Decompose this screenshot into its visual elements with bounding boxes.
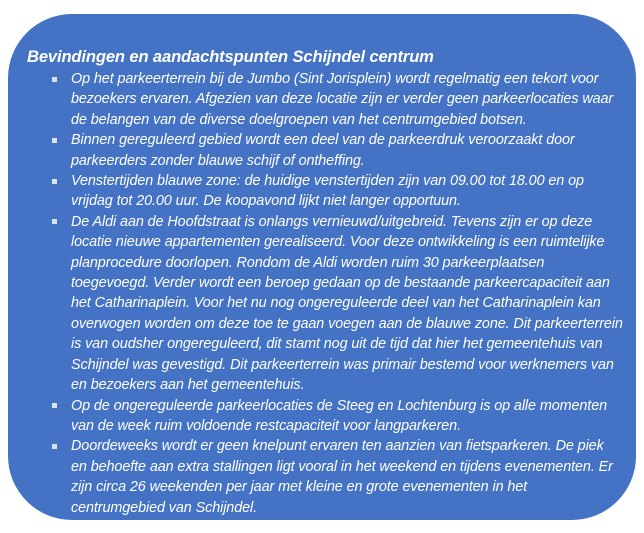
list-item [27, 69, 623, 130]
list-item-text: Doordeweeks wordt er geen knelpunt ervaren ten aanzien van fietsparkeren. De piek en behoefte aan extra stallingen ligt vooral in het weekend en tijdens evenementen. Er zijn circa 26 weekenden per jaar met kleine en grote evenementen in het centrumgebied van Schijndel. [71, 438, 613, 516]
list-item [27, 396, 623, 437]
findings-list [27, 69, 623, 518]
square-bullet-icon [52, 403, 57, 408]
square-bullet-icon [52, 179, 57, 184]
square-bullet-icon [52, 77, 57, 82]
square-bullet-icon [52, 444, 57, 449]
list-item-text: Venstertijden blauwe zone: de huidige venstertijden zijn van 09.00 tot 18.00 en op vrijdag tot 20.00 uur. De koopavond lijkt niet langer opportuun. [71, 173, 584, 210]
list-item-text: Op het parkeerterrein bij de Jumbo (Sint Jorisplein) wordt regelmatig een tekort voor bezoekers ervaren. Afgezien van deze locatie zijn er verder geen parkeerlocaties waar de belangen van de diverse doelgroepen van het centrumgebied botsen. [71, 71, 614, 128]
list-item-text: Binnen gereguleerd gebied wordt een deel van de parkeerdruk veroorzaakt door parkeerders zonder blauwe schijf of ontheffing. [71, 132, 575, 169]
callout-content [27, 46, 623, 518]
list-item-text: De Aldi aan de Hoofdstraat is onlangs vernieuwd/uitgebreid. Tevens zijn er op deze locatie nieuwe appartementen gerealiseerd. Voor deze ontwikkeling is een ruimtelijke planprocedure doorlopen. Rondom de Aldi worden ruim 30 parkeerplaatsen toegevoegd. Verder wordt een beroep gedaan op de bestaande parkeercapaciteit aan het Catharinaplein. Voor het nu nog ongereguleerde deel van het Catharinaplein kan overwogen worden om deze toe te gaan voegen aan de blauwe zone. Dit parkeerterrein is van oudsher ongereguleerd, dit stamt nog uit de tijd dat hier het gemeentehuis van Schijndel was gevestigd. Dit parkeerterrein was primair bestemd voor werknemers van en bezoekers aan het gemeentehuis. [71, 213, 623, 394]
list-item [27, 212, 623, 396]
callout-panel [8, 14, 636, 520]
list-item [27, 171, 623, 212]
square-bullet-icon [52, 138, 57, 143]
list-item-text: Op de ongereguleerde parkeerlocaties de Steeg en Lochtenburg is op alle momenten van de week ruim voldoende restcapaciteit voor langparkeren. [71, 397, 608, 434]
list-item [27, 436, 623, 518]
callout-title: Bevindingen en aandachtspunten Schijndel centrum [27, 47, 434, 66]
square-bullet-icon [52, 219, 57, 224]
list-item [27, 130, 623, 171]
